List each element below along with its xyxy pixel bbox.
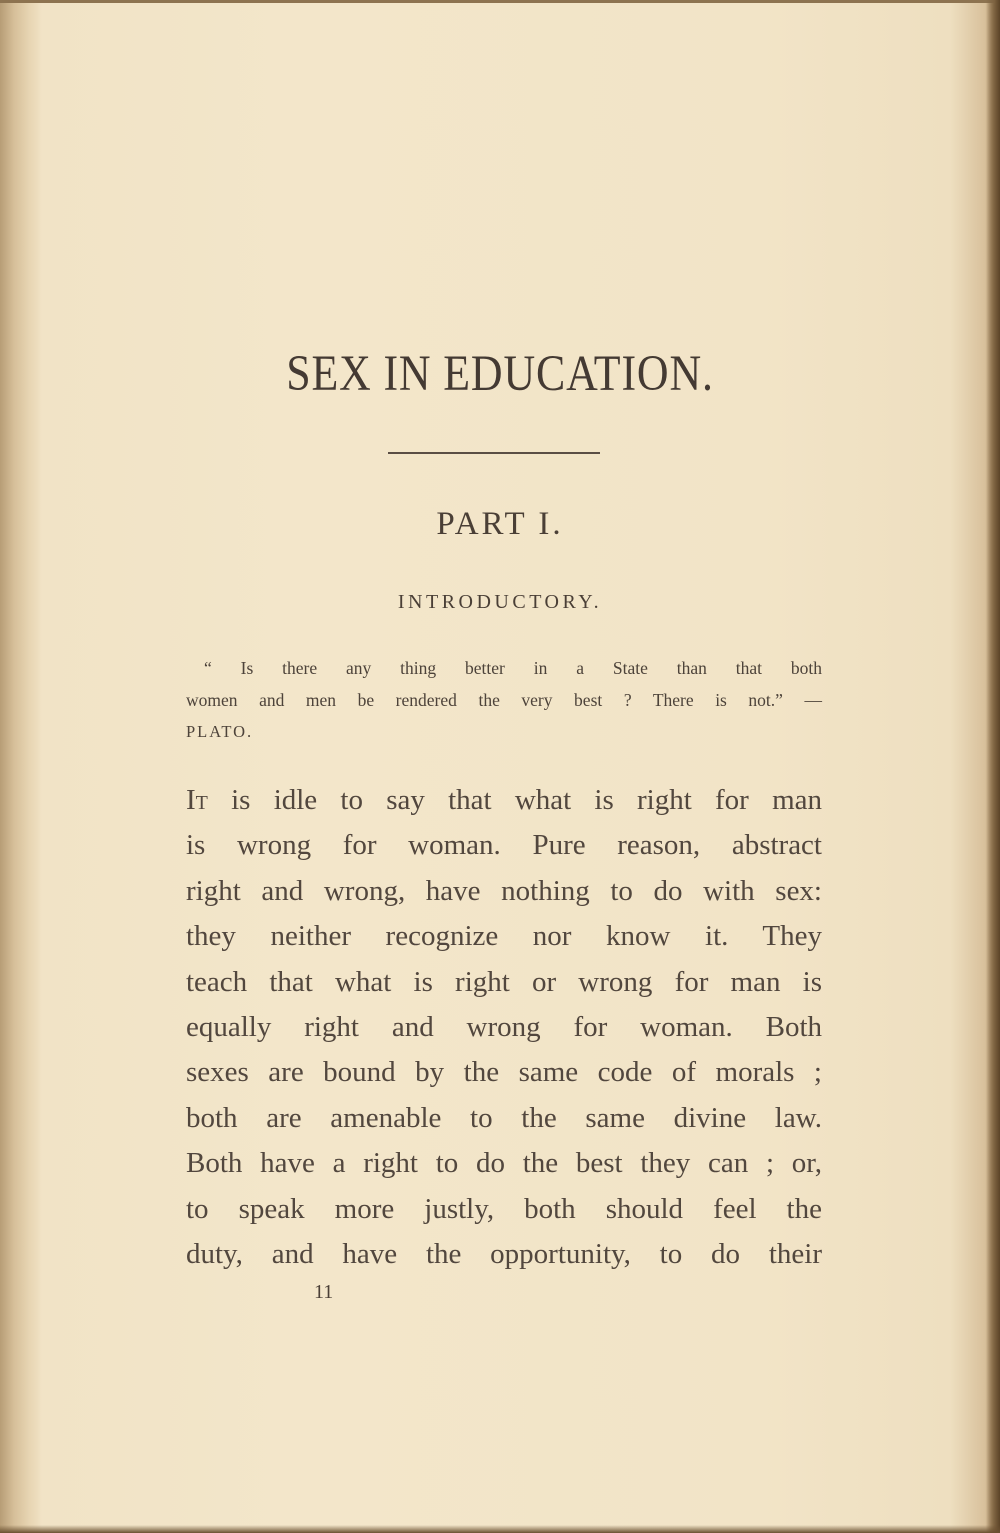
- body-line: duty, and have the opportunity, to do their: [186, 1238, 822, 1271]
- section-heading: INTRODUCTORY.: [397, 591, 603, 613]
- page-number: 11: [314, 1281, 334, 1303]
- body-line: sexes are bound by the same code of morals ;: [186, 1056, 822, 1089]
- body-line: Both have a right to do the best they can ; or,: [186, 1147, 822, 1180]
- part-heading: PART I.: [436, 506, 564, 542]
- body-paragraph: [186, 778, 822, 1277]
- chapter-title: SEX IN EDUCATION.: [286, 346, 714, 402]
- body-line: right and wrong, have nothing to do with sex:: [186, 874, 822, 907]
- epigraph-line: women and men be rendered the very best ? There is not.” —: [186, 690, 822, 710]
- page-top-edge: [0, 0, 1000, 3]
- body-line: they neither recognize nor know it. They: [186, 920, 822, 953]
- epigraph-line: “ Is there any thing better in a State than that both: [204, 658, 822, 678]
- page-bottom-edge: [0, 1525, 1000, 1533]
- body-line-text: is idle to say that what is right for man: [207, 784, 822, 816]
- body-line: to speak more justly, both should feel the: [186, 1192, 822, 1225]
- drop-word: It: [186, 784, 208, 816]
- body-line: both are amenable to the same divine law.: [186, 1101, 822, 1134]
- body-line: [186, 778, 822, 823]
- body-line: equally right and wrong for woman. Both: [186, 1011, 822, 1044]
- title-divider: [388, 452, 600, 454]
- body-line: is wrong for woman. Pure reason, abstract: [186, 829, 822, 862]
- epigraph-attribution: PLATO.: [186, 722, 254, 741]
- epigraph: [186, 652, 822, 748]
- body-line: teach that what is right or wrong for man is: [186, 965, 822, 998]
